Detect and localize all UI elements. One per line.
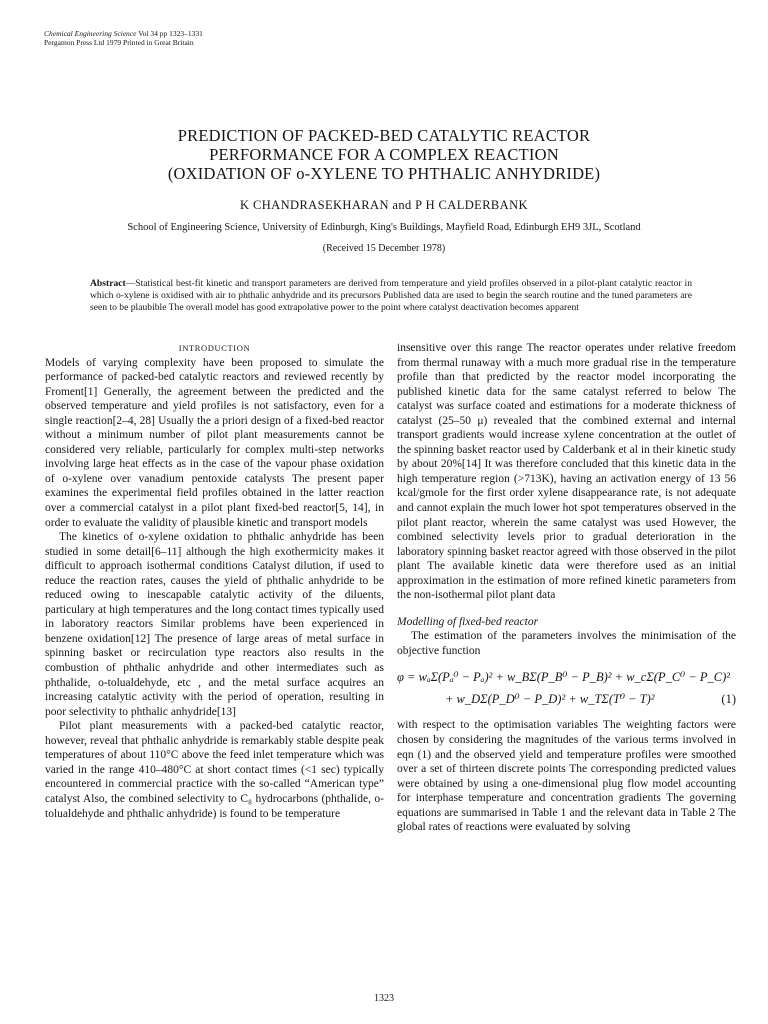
modelling-heading: Modelling of fixed-bed reactor <box>397 615 539 628</box>
equation-line-1: φ = wₐΣ(Pₐ⁰ − Pₐ)² + w_BΣ(P_B⁰ − P_B)² + w_cΣ(P_C⁰ − P_C)² <box>397 670 730 685</box>
right-column <box>397 341 736 835</box>
right-paragraph-1: insensitive over this range The reactor operates under relative freedom from thermal runaway with a much more gradual rise in the temperature profile than that predicted by the reactor model incorporating the published kinetic data for the same catalyst referred to below The catalyst was surface coated and estimations for a moderate thickness of catalyst (25–50 μ) revealed that the combined external and internal transport gradients would increase xylene concentration at the outlet of the spinning basket reactor used by Calderbank et al in their kinetic study by about 20%[14] It was therefore concluded that this kinetic data in the high temperature region (>713K), having an activation energy of 13 56 kcal/gmole for the first order xylene disappearance rate, is not adequate and cannot explain the much lower hot spot temperatures observed in the pilot plant reactor, wherein the same catalyst was used However, the combined selectivity levels prior to gradual deterioration in the laboratory spinning basket reactor agreed with those observed in the pilot plant The available kinetic data were therefore used as an initial approximation in the estimation of more refined kinetic parameters from the non-isothermal pilot plant data <box>397 342 736 602</box>
publisher-line: Pergamon Press Ltd 1979 Printed in Great Britain <box>44 38 194 47</box>
equation-line-2: + w_DΣ(P_D⁰ − P_D)² + w_TΣ(T⁰ − T)² <box>445 692 655 707</box>
title-line-3: (OXIDATION OF o-XYLENE TO PHTHALIC ANHYDRIDE) <box>167 164 601 183</box>
title-line-2: PERFORMANCE FOR A COMPLEX REACTION <box>209 145 559 164</box>
intro-paragraph-3: Pilot plant measurements with a packed-bed catalytic reactor, however, reveal that phthalic anhydride is remarkably stable despite peak temperatures of about 110°C above the feed inlet temperature which was varied in the range 410–480°C at short contact times (<1 sec) typically encountered in commercial practice with the so-called “American type” catalyst Also, the combined selectivity to C₈ hydrocarbons (phthalide, o-tolualdehyde and phthalic anhydride) is found to be temperature <box>45 720 384 820</box>
paper-title <box>60 126 708 183</box>
affiliation: School of Engineering Science, University of Edinburgh, King's Buildings, Mayfield Road, Edinburgh EH9 3JL, Scotland <box>127 222 641 233</box>
abstract-text: —Statistical best-fit kinetic and transport parameters are derived from temperature and yield profiles observed in a pilot-plant catalytic reactor in which o-xylene is oxidised with air to phthalic anhydride and its precursors Published data are used to begin the search routine and the tuned parameters are seen to be plaubible The overall model has good extrapolative power to the point where catalyst deactivation becomes apparent <box>90 278 692 314</box>
abstract-label: Abstract <box>90 278 126 289</box>
left-column <box>45 341 384 821</box>
page-number: 1323 <box>374 993 394 1004</box>
equation-number: (1) <box>721 692 736 707</box>
equation-line-2-row <box>397 688 736 710</box>
authors: K CHANDRASEKHARAN and P H CALDERBANK <box>240 198 528 212</box>
abstract <box>90 278 692 315</box>
intro-paragraph-2: The kinetics of o-xylene oxidation to phthalic anhydride has been studied in some detail[6–11] although the high exothermicity makes it difficult to approach isothermal conditions Catalyst dilution, if used to reduce the reaction rates, causes the yield of phthalic anhydride to be reduced owing to inescapable catalytic activity of the diluents, particulary at high temperatures and the long contact times typically used in laboratory reactors Similar problems have been experienced in benzene oxidation[12] The presence of large areas of metal surface in spinning basket or recirculation type reactors also results in the combustion of phthalic anhydride and other intermediates such as phthalide, o-tolualdehyde, etc , and the metal surface acquires an increasing catalytic activity with the period of operation, resulting in poor selectivity to phthalic anhydride[13] <box>45 531 384 718</box>
introduction-heading: INTRODUCTION <box>178 343 251 353</box>
modelling-paragraph-1: The estimation of the parameters involves the minimisation of the objective function <box>397 630 736 657</box>
objective-function-equation <box>397 666 736 710</box>
journal-name: Chemical Engineering Science <box>44 29 137 38</box>
intro-paragraph-1: Models of varying complexity have been proposed to simulate the performance of packed-bed catalytic reactors and reviewed recently by Froment[1] Generally, the agreement between the predicted and the observed temperature and yield profiles is not satisfactory, even for a single reaction[2–4, 28] Usually the a priori design of a fixed-bed reactor without a minimum number of pilot plant measurements cannot be considered very reliable, particularly for complex multi-step networks involving large heat effects as in the case of the vapour phase oxidation of o-xylene over vanadium pentoxide catalysts The present paper examines the experimental field profiles obtained in the latter reaction over a commercial catalyst in a pilot plant fixed-bed reactor[5, 14], in order to evaluate the validity of plausible kinetic and transport models <box>45 356 384 529</box>
received-date: (Received 15 December 1978) <box>322 243 446 254</box>
title-line-1: PREDICTION OF PACKED-BED CATALYTIC REACTOR <box>177 126 591 145</box>
journal-header <box>44 29 203 47</box>
modelling-paragraph-2: with respect to the optimisation variables The weighting factors were chosen by considering the magnitudes of the various terms involved in eqn (1) and the observed yield and temperature profiles were smoothed over a set of thirteen discrete points The corresponding predicted values were obtained by using a one-dimensional plug flow model accounting for interphase temperature and concentration gradients The governing equations are summarised in Table 1 and the relevant data in Table 2 The global rates of reactions were evaluated by solving <box>397 719 736 834</box>
volume-info: Vol 34 pp 1323–1331 <box>138 29 203 38</box>
title-block <box>60 126 708 254</box>
